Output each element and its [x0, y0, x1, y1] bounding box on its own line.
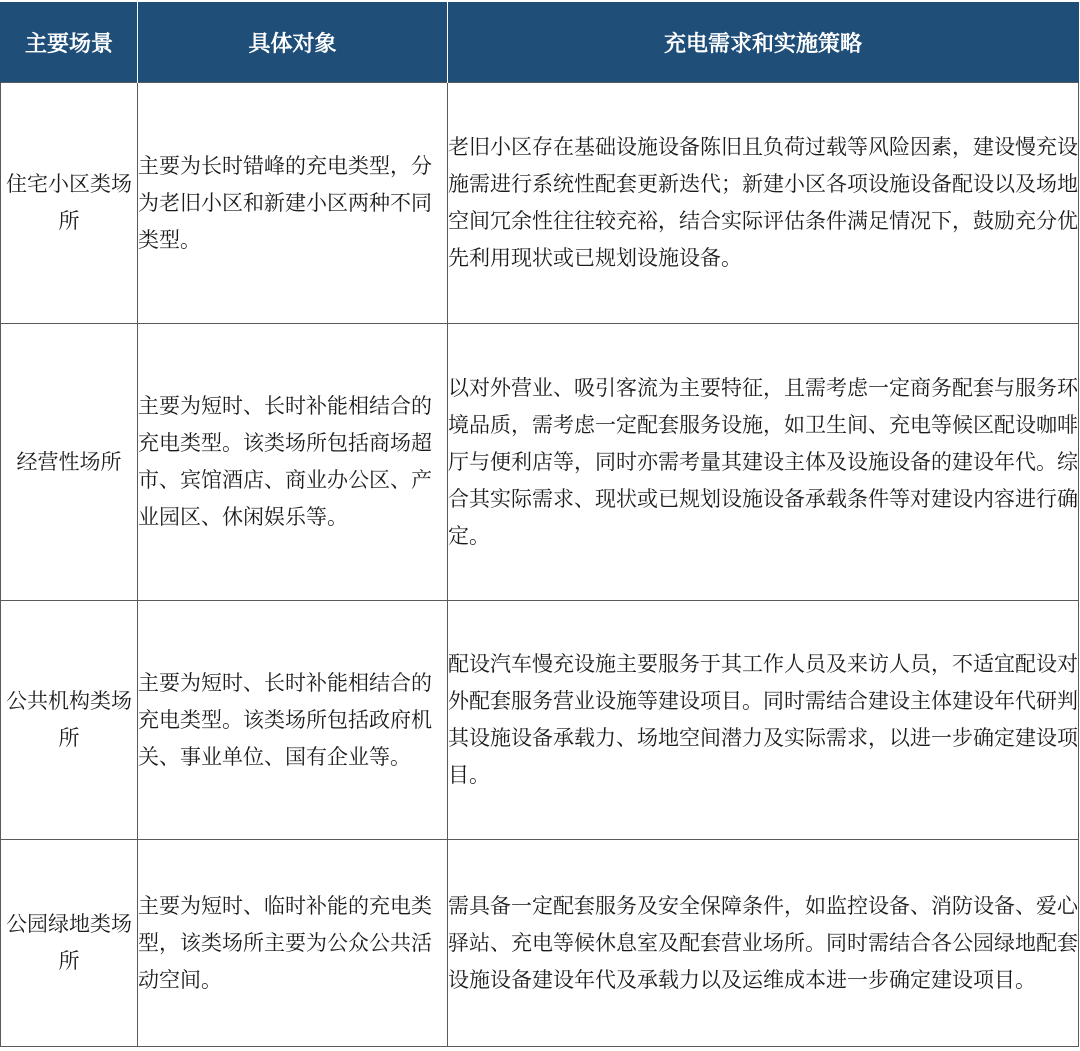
- table-row: [1, 324, 1079, 601]
- strategy-cell: 以对外营业、吸引客流为主要特征，且需考虑一定商务配套与服务环境品质，需考虑一定配套服务设施，如卫生间、充电等候区配设咖啡厅与便利店等，同时亦需考量其建设主体及设施设备的建设年代。综合其实际需求、现状或已规划设施设备承载条件等对建设内容进行确定。: [448, 324, 1079, 601]
- scene-cell: 住宅小区类场所: [1, 83, 138, 324]
- strategy-cell: 老旧小区存在基础设施设备陈旧且负荷过载等风险因素，建设慢充设施需进行系统性配套更新迭代；新建小区各项设施设备配设以及场地空间冗余性往往较充裕，结合实际评估条件满足情况下，鼓励充分优先利用现状或已规划设施设备。: [448, 83, 1079, 324]
- object-cell: 主要为短时、临时补能的充电类型，该类场所主要为公众公共活动空间。: [138, 840, 448, 1047]
- object-cell: 主要为短时、长时补能相结合的充电类型。该类场所包括商场超市、宾馆酒店、商业办公区、产业园区、休闲娱乐等。: [138, 324, 448, 601]
- scene-cell: 公园绿地类场所: [1, 840, 138, 1047]
- object-cell: 主要为长时错峰的充电类型，分为老旧小区和新建小区两种不同类型。: [138, 83, 448, 324]
- header-scene: 主要场景: [1, 2, 138, 83]
- charging-strategy-table: [0, 2, 1079, 1047]
- strategy-cell: 配设汽车慢充设施主要服务于其工作人员及来访人员，不适宜配设对外配套服务营业设施等建设项目。同时需结合建设主体建设年代研判其设施设备承载力、场地空间潜力及实际需求，以进一步确定建设项目。: [448, 601, 1079, 840]
- scene-cell: 经营性场所: [1, 324, 138, 601]
- scene-cell: 公共机构类场所: [1, 601, 138, 840]
- header-object: 具体对象: [138, 2, 448, 83]
- table-row: [1, 601, 1079, 840]
- header-strategy: 充电需求和实施策略: [448, 2, 1079, 83]
- strategy-cell: 需具备一定配套服务及安全保障条件，如监控设备、消防设备、爱心驿站、充电等候休息室及配套营业场所。同时需结合各公园绿地配套设施设备建设年代及承载力以及运维成本进一步确定建设项目。: [448, 840, 1079, 1047]
- table-header-row: [1, 2, 1079, 83]
- object-cell: 主要为短时、长时补能相结合的充电类型。该类场所包括政府机关、事业单位、国有企业等。: [138, 601, 448, 840]
- table-row: [1, 840, 1079, 1047]
- table-row: [1, 83, 1079, 324]
